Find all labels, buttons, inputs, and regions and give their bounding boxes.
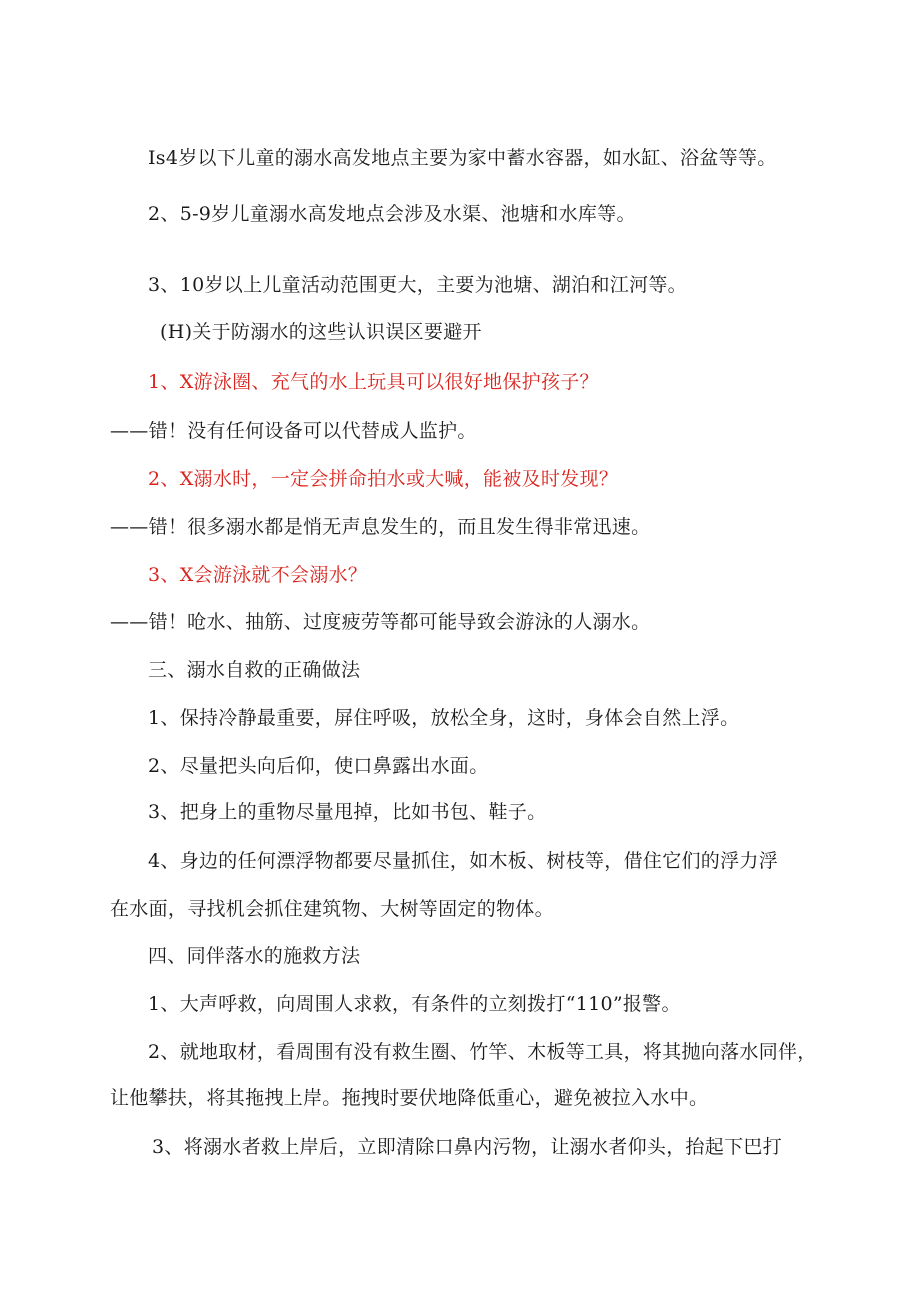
section-heading-self-rescue: 三、溺水自救的正确做法 (148, 659, 361, 681)
rescue-step-3: 3、将溺水者救上岸后，立即清除口鼻内污物，让溺水者仰头，抬起下巴打 (152, 1136, 782, 1158)
misconception-answer-3: ——错！呛水、抽筋、过度疲劳等都可能导致会游泳的人溺水。 (110, 611, 651, 633)
misconception-question-2: 2、X溺水时，一定会拼命拍水或大喊，能被及时发现？ (148, 468, 619, 490)
self-rescue-step-1: 1、保持冷静最重要，屏住呼吸，放松全身，这时，身体会自然上浮。 (148, 707, 740, 729)
self-rescue-step-2: 2、尽量把头向后仰，使口鼻露出水面。 (148, 755, 489, 777)
misconception-question-1: 1、X游泳圈、充气的水上玩具可以很好地保护孩子？ (148, 371, 599, 393)
misconception-answer-2: ——错！很多溺水都是悄无声息发生的，而且发生得非常迅速。 (110, 516, 651, 538)
rescue-step-2: 2、就地取材，看周围有没有救生圈、竹竿、木板等工具，将其抛向落水同伴， (148, 1041, 817, 1063)
rescue-step-1: 1、大声呼救，向周围人求救，有条件的立刻拨打“110”报警。 (148, 993, 681, 1015)
section-heading-misconceptions: (H)关于防溺水的这些认识误区要避开 (160, 321, 482, 343)
misconception-answer-1: ——错！没有任何设备可以代替成人监护。 (110, 420, 477, 442)
self-rescue-step-4: 4、身边的任何漂浮物都要尽量抓住，如木板、树枝等，借住它们的浮力浮 (148, 850, 778, 872)
rescue-step-2-continued: 让他攀扶，将其拖拽上岸。拖拽时要伏地降低重心，避免被拉入水中。 (110, 1087, 709, 1109)
self-rescue-step-4-continued: 在水面，寻找机会抓住建筑物、大树等固定的物体。 (110, 898, 554, 920)
self-rescue-step-3: 3、把身上的重物尽量甩掉，比如书包、鞋子。 (148, 801, 547, 823)
misconception-question-3: 3、X会游泳就不会溺水？ (148, 564, 368, 586)
paragraph-age-5-9: 2、5-9岁儿童溺水高发地点会涉及水渠、池塘和水库等。 (148, 203, 636, 225)
paragraph-age-10-plus: 3、10岁以上儿童活动范围更大，主要为池塘、湖泊和江河等。 (148, 274, 687, 296)
section-heading-rescue-companion: 四、同伴落水的施救方法 (148, 945, 361, 967)
paragraph-age-under-4: Is4岁以下儿童的溺水高发地点主要为家中蓄水容器，如水缸、浴盆等等。 (148, 147, 777, 169)
